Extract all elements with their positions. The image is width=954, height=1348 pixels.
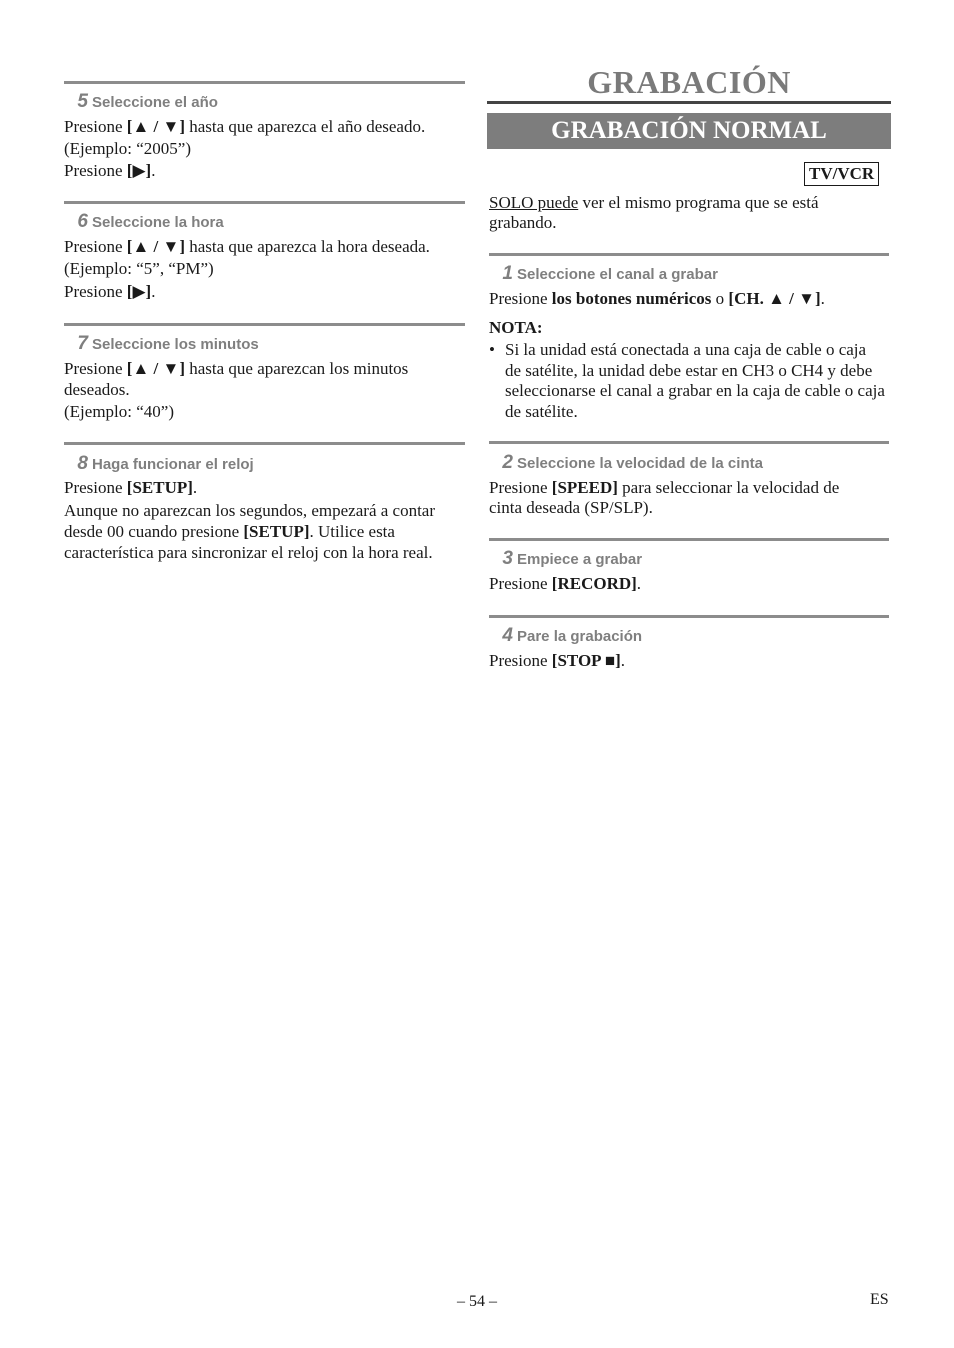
- step-2-line: [489, 477, 839, 498]
- text-run: Presione: [489, 289, 552, 308]
- section-title: GRABACIÓN NORMAL: [487, 113, 891, 149]
- step-1-heading: [480, 263, 718, 285]
- note-label: [489, 317, 543, 338]
- bold-run: [RECORD]: [551, 574, 637, 593]
- bullet: •: [489, 340, 495, 359]
- tv-vcr-badge: TV/VCR: [804, 162, 879, 186]
- step-8-divider: [64, 442, 465, 445]
- step-2-divider: [489, 441, 889, 444]
- bold-run: [SETUP]: [126, 478, 193, 497]
- title-rule: [487, 101, 891, 104]
- step-4-line: [489, 650, 625, 671]
- bold-run: [▲ / ▼]: [126, 237, 185, 256]
- bold-run: [SPEED]: [551, 478, 618, 497]
- step-8-heading: [55, 453, 254, 475]
- bold-run: [▲ / ▼]: [126, 117, 185, 136]
- step-7-heading: [55, 333, 259, 355]
- text-run: o: [711, 289, 729, 308]
- step-8-paragraph: Aunque no aparezcan los segundos, empezará a contar desde 00 cuando presione [SETUP]. Utilice esta característica para sincronizar el reloj con la hora real.: [64, 501, 436, 562]
- step-2-heading: [480, 452, 763, 474]
- intro-rest: ver el mismo programa que se está: [578, 193, 819, 212]
- step-7-line: (Ejemplo: “40”): [64, 402, 174, 421]
- note-label-text: NOTA:: [489, 318, 543, 337]
- bold-run: [CH. ▲ / ▼]: [728, 289, 821, 308]
- step-5-line: Presione [▲ / ▼] hasta que aparezca el año deseado.: [64, 117, 426, 136]
- step-7-line: Presione [▲ / ▼] hasta que aparezcan los minutos: [64, 359, 409, 378]
- text-run: para seleccionar la velocidad de: [617, 478, 840, 497]
- bold-run: [▲ / ▼]: [126, 359, 185, 378]
- step-6-line: (Ejemplo: “5”, “PM”): [64, 259, 214, 278]
- step-number: 7: [77, 333, 88, 354]
- step-title: Seleccione la velocidad de la cinta: [517, 455, 763, 472]
- step-5-divider: [64, 81, 465, 84]
- step-title: Haga funcionar el reloj: [92, 456, 254, 473]
- step-title: Seleccione el canal a grabar: [517, 266, 718, 283]
- step-8-line: Presione [SETUP].: [64, 478, 198, 497]
- intro-line-2: grabando.: [489, 213, 557, 232]
- step-number: 5: [77, 91, 88, 112]
- step-title: Seleccione la hora: [92, 214, 224, 231]
- step-7-line: deseados.: [64, 380, 130, 399]
- step-2-line-2: cinta deseada (SP/SLP).: [489, 498, 653, 517]
- step-number: 2: [502, 452, 513, 473]
- step-number: 1: [502, 263, 513, 284]
- step-number: 8: [77, 453, 88, 474]
- step-number: 3: [502, 548, 513, 569]
- step-5-heading: [55, 91, 218, 113]
- text-run: Presione: [489, 478, 552, 497]
- page-title: GRABACIÓN: [587, 64, 791, 100]
- step-5-line: (Ejemplo: “2005”): [64, 139, 191, 158]
- step-6-line: Presione [▲ / ▼] hasta que aparezca la hora deseada.: [64, 237, 430, 256]
- bold-run: [▶]: [126, 161, 152, 180]
- intro-underlined: SOLO puede: [489, 193, 579, 212]
- step-1-line: [489, 288, 825, 309]
- step-4-divider: [489, 615, 889, 618]
- step-title: Seleccione el año: [92, 94, 218, 111]
- step-6-heading: [55, 211, 224, 233]
- step-3-heading: [480, 548, 642, 570]
- step-title: Empiece a grabar: [517, 551, 643, 568]
- step-6-line: Presione [▶].: [64, 282, 156, 301]
- bold-run: [▶]: [126, 282, 152, 301]
- step-title: Pare la grabación: [517, 628, 643, 645]
- step-number: 4: [502, 625, 513, 646]
- text-run: Presione: [489, 651, 552, 670]
- bold-run: [SETUP]: [243, 522, 310, 541]
- step-number: 6: [77, 211, 88, 232]
- text-run: Presione: [489, 574, 552, 593]
- step-7-divider: [64, 323, 465, 326]
- bold-run: [STOP ■]: [551, 651, 621, 670]
- intro-line: [489, 192, 819, 213]
- text-run: .: [636, 574, 642, 593]
- step-title: Seleccione los minutos: [92, 336, 259, 353]
- bold-run: los botones numéricos: [551, 289, 712, 308]
- page-number: – 54 –: [457, 1293, 497, 1310]
- language-code: ES: [870, 1291, 889, 1308]
- note-text: Si la unidad está conectada a una caja de cable o caja de satélite, la unidad debe estar en CH3 o CH4 y debe seleccionarse el canal a grabar en la caja de cable o caja de satélite.: [505, 340, 885, 421]
- text-run: .: [820, 289, 825, 308]
- step-1-divider: [489, 253, 889, 256]
- step-3-divider: [489, 538, 889, 541]
- text-run: .: [620, 651, 626, 670]
- step-4-heading: [480, 625, 642, 647]
- step-6-divider: [64, 201, 465, 204]
- step-3-line: [489, 573, 641, 594]
- step-5-line: Presione [▶].: [64, 161, 156, 180]
